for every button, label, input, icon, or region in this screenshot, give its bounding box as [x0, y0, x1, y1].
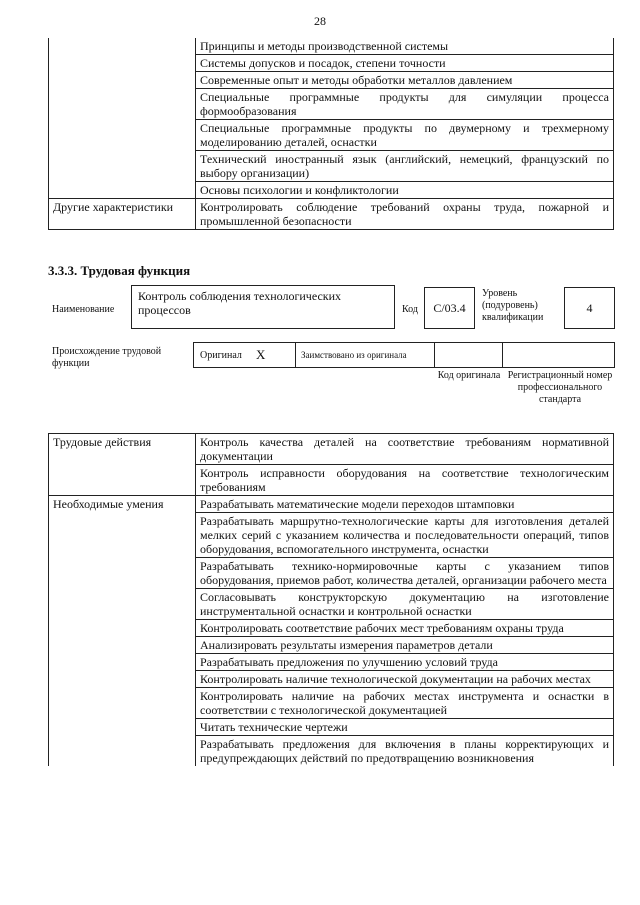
skill-row: Разрабатывать математические модели переходов штамповки: [196, 496, 614, 513]
code-label: Код: [402, 304, 418, 315]
skill-row: Разрабатывать предложения по улучшению условий труда: [196, 654, 614, 671]
other-characteristics-label: Другие характеристики: [49, 199, 196, 230]
reg-number-field: [502, 342, 615, 368]
skill-row: Анализировать результаты измерения параметров детали: [196, 637, 614, 654]
skill-row: Читать технические чертежи: [196, 719, 614, 736]
original-label: Оригинал: [200, 350, 242, 361]
skill-row: Разрабатывать маршрутно-технологические карты для изготовления деталей мелких серий с указанием количества и последовательности операций, типов оборудования, вспомогательного инструмента, оснастки: [196, 513, 614, 558]
name-label: Наименование: [52, 304, 115, 315]
original-cell: [193, 342, 296, 368]
level-label: Уровень (подуровень) квалификации: [482, 288, 544, 323]
skill-row: Разрабатывать технико-нормировочные карты с указанием типов оборудования, приемов работ, количества деталей, организации рабочего места: [196, 558, 614, 589]
function-table: [48, 433, 614, 766]
knowledge-row: Технический иностранный язык (английский, немецкий, французский по выбору организации): [196, 151, 614, 182]
section-title: 3.3.3. Трудовая функция: [48, 263, 191, 278]
knowledge-table: [48, 38, 614, 230]
function-code-field: C/03.4: [424, 287, 475, 329]
level-field: 4: [564, 287, 615, 329]
knowledge-row: Специальные программные продукты по двумерному и трехмерному моделированию деталей, оснастки: [196, 120, 614, 151]
borrowed-cell: [295, 342, 435, 368]
skill-row: Контролировать наличие технологической документации на рабочих местах: [196, 671, 614, 688]
knowledge-row: Специальные программные продукты для симуляции процесса формообразования: [196, 89, 614, 120]
knowledge-row: Современные опыт и методы обработки металлов давлением: [196, 72, 614, 89]
action-row: Контроль исправности оборудования на соответствие технологическим требованиям: [196, 465, 614, 496]
code-original-label: Код оригинала: [437, 370, 501, 381]
skills-label: Необходимые умения: [49, 496, 196, 513]
knowledge-row: Основы психологии и конфликтологии: [196, 182, 614, 199]
actions-label: Трудовые действия: [49, 434, 196, 465]
original-mark: X: [256, 347, 266, 362]
other-characteristics-value: Контролировать соблюдение требований охраны труда, пожарной и промышленной безопасности: [196, 199, 614, 230]
action-row: Контроль качества деталей на соответствие требованиям нормативной документации: [196, 434, 614, 465]
code-original-field: [434, 342, 503, 368]
reg-number-label: Регистрационный номер профессионального стандарта: [507, 370, 613, 405]
empty-label-cell: [49, 38, 196, 55]
skill-row: Контролировать наличие на рабочих местах инструмента и оснастки в соответствии с технологической документацией: [196, 688, 614, 719]
function-name-field: Контроль соблюдения технологических процессов: [131, 285, 395, 329]
skill-row: Разрабатывать предложения для включения в планы корректирующих и предупреждающих действий по предотвращению возникновения: [196, 736, 614, 767]
knowledge-row: Системы допусков и посадок, степени точности: [196, 55, 614, 72]
origin-label: Происхождение трудовой функции: [52, 346, 162, 369]
page-number: 28: [314, 14, 326, 28]
skill-row: Контролировать соответствие рабочих мест требованиям охраны труда: [196, 620, 614, 637]
borrowed-label: Заимствовано из оригинала: [301, 350, 407, 360]
skill-row: Согласовывать конструкторскую документацию на изготовление инструментальной оснастки и контрольной оснастки: [196, 589, 614, 620]
knowledge-row: Принципы и методы производственной системы: [196, 38, 614, 55]
